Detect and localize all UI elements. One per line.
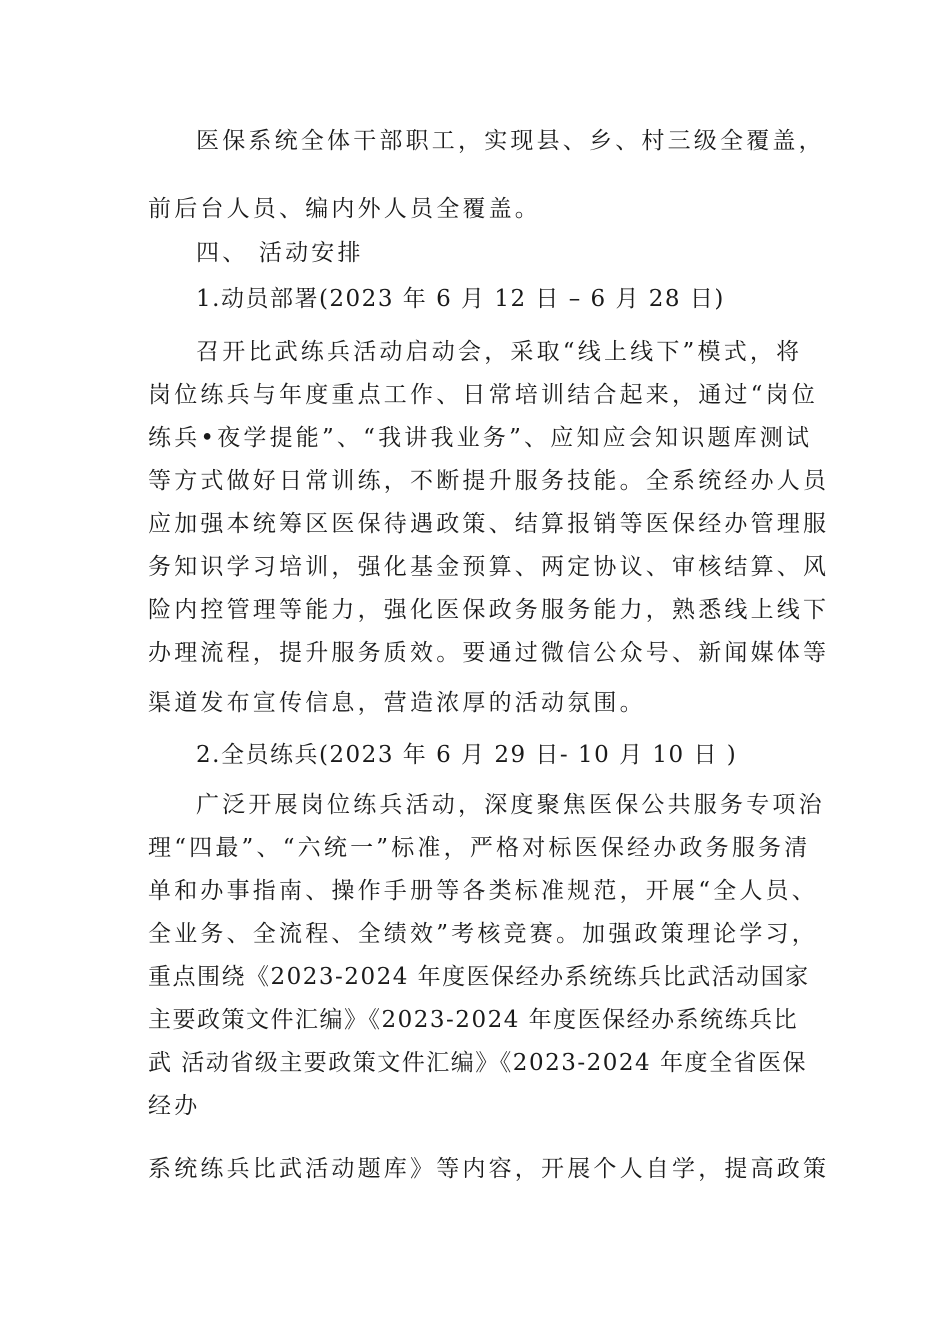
paragraph-line: 务知识学习培训，强化基金预算、两定协议、审核结算、风 [148,554,830,580]
section-heading: 四、 活动安排 [196,240,364,266]
paragraph-line: 主要政策文件汇编》《2023-2024 年度医保经办系统练兵比 [148,1007,799,1033]
paragraph-line: 医保系统全体干部职工，实现县、乡、村三级全覆盖， [196,128,825,154]
paragraph-line: 单和办事指南、操作手册等各类标准规范，开展“全人员、 [148,878,818,904]
paragraph-line: 岗位练兵与年度重点工作、日常培训结合起来，通过“岗位 [148,382,818,408]
paragraph-line: 召开比武练兵活动启动会，采取“线上线下”模式，将 [196,339,803,365]
paragraph-line: 理“四最”、“六统一”标准，严格对标医保经办政务服务清 [148,835,811,861]
paragraph-line: 经办 [148,1093,201,1119]
subsection-heading: 1.动员部署(2023 年 6 月 12 日 – 6 月 28 日) [196,286,725,312]
paragraph-line: 广泛开展岗位练兵活动，深度聚焦医保公共服务专项治 [196,792,825,818]
paragraph-line: 办理流程，提升服务质效。要通过微信公众号、新闻媒体等 [148,640,830,666]
paragraph-line: 系统练兵比武活动题库》等内容，开展个人自学，提高政策 [148,1156,830,1182]
subsection-heading: 2.全员练兵(2023 年 6 月 29 日- 10 月 10 日 ) [196,742,738,768]
paragraph-line: 练兵•夜学提能”、“我讲我业务”、应知应会知识题库测试 [148,425,813,451]
paragraph-line: 前后台人员、编内外人员全覆盖。 [148,196,541,222]
paragraph-line: 渠道发布宣传信息，营造浓厚的活动氛围。 [148,690,646,716]
paragraph-line: 全业务、全流程、全绩效”考核竞赛。加强政策理论学习， [148,921,818,947]
paragraph-line: 等方式做好日常训练，不断提升服务技能。全系统经办人员 [148,468,830,494]
paragraph-line: 应加强本统筹区医保待遇政策、结算报销等医保经办管理服 [148,511,830,537]
paragraph-line: 重点围绕《2023-2024 年度医保经办系统练兵比武活动国家 [148,964,810,990]
paragraph-line: 武 活动省级主要政策文件汇编》《2023-2024 年度全省医保 [148,1050,807,1076]
paragraph-line: 险内控管理等能力，强化医保政务服务能力，熟悉线上线下 [148,597,830,623]
